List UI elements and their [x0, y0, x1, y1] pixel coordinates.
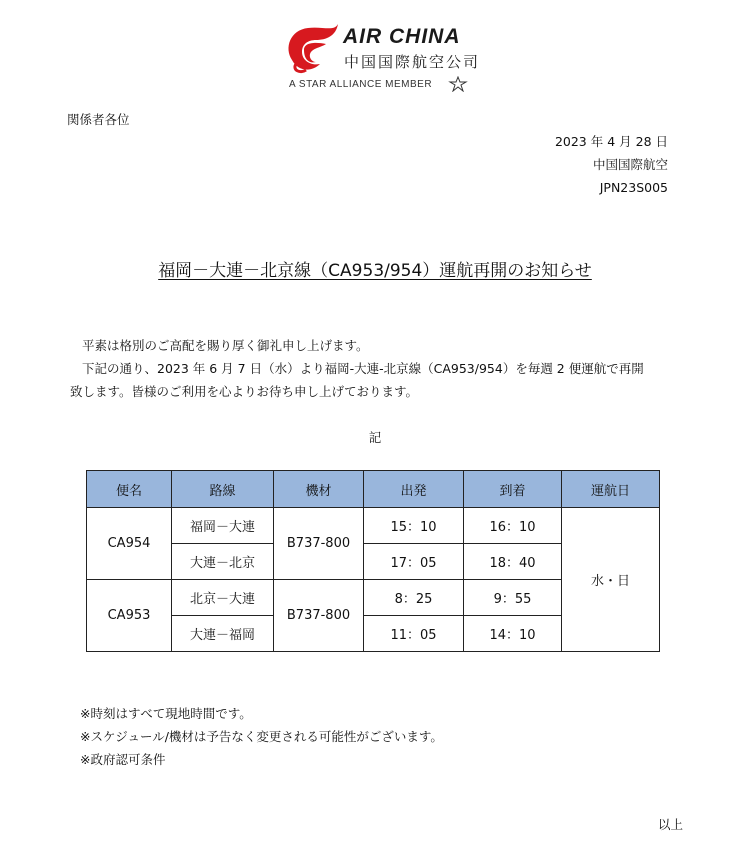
route: 大連－北京: [172, 544, 274, 580]
flight-number: CA954: [87, 508, 172, 580]
schedule-table: [86, 470, 660, 652]
body-text: [70, 334, 670, 403]
route: 福岡－大連: [172, 508, 274, 544]
table-row: [87, 508, 660, 544]
document-title: 福岡－大連－北京線（CA953/954）運航再開のお知らせ: [158, 261, 592, 281]
header-departure: 出発: [364, 471, 464, 508]
arrival-time: 16：10: [464, 508, 562, 544]
header-flight: 便名: [87, 471, 172, 508]
departure-time: 8：25: [364, 580, 464, 616]
operating-days: 水・日: [562, 508, 660, 652]
addressee: 関係者各位: [67, 112, 130, 127]
table-header-row: [87, 471, 660, 508]
header-arrival: 到着: [464, 471, 562, 508]
departure-time: 17：05: [364, 544, 464, 580]
departure-time: 11：05: [364, 616, 464, 652]
departure-time: 15：10: [364, 508, 464, 544]
logo-alliance-text: A STAR ALLIANCE MEMBER: [289, 79, 433, 90]
route: 大連－福岡: [172, 616, 274, 652]
header-route: 路線: [172, 471, 274, 508]
arrival-time: 18：40: [464, 544, 562, 580]
body-paragraph-2b: 致します。皆様のご利用を心よりお待ち申し上げております。: [70, 384, 419, 399]
header-aircraft: 機材: [274, 471, 364, 508]
logo-name-cn: 中国国際航空公司: [344, 53, 481, 71]
note-item: ※時刻はすべて現地時間です。: [80, 706, 252, 721]
flight-number: CA953: [87, 580, 172, 652]
arrival-time: 14：10: [464, 616, 562, 652]
air-china-logo-icon: [282, 20, 342, 76]
header-right-block: [555, 130, 668, 199]
route: 北京－大連: [172, 580, 274, 616]
header-operating-days: 運航日: [562, 471, 660, 508]
aircraft: B737-800: [274, 580, 364, 652]
note-item: ※スケジュール/機材は予告なく変更される可能性がございます。: [80, 729, 443, 744]
star-alliance-icon: [448, 76, 468, 92]
notes: [80, 702, 443, 771]
aircraft: B737-800: [274, 508, 364, 580]
closing-mark: 以上: [658, 817, 684, 832]
issue-date: 2023 年 4 月 28 日: [554, 134, 668, 149]
reference-number: JPN23S005: [599, 180, 668, 195]
body-paragraph-2a: 下記の通り、2023 年 6 月 7 日（水）より福岡-大連-北京線（CA953/954）を毎週 2 便運航で再開: [82, 361, 644, 376]
arrival-time: 9：55: [464, 580, 562, 616]
logo-name-en: AIR CHINA: [343, 25, 461, 48]
body-paragraph-1: 平素は格別のご高配を賜り厚く御礼申し上げます。: [82, 338, 369, 353]
issuer-company: 中国国際航空: [592, 157, 668, 172]
ki-mark: 記: [368, 430, 382, 445]
note-item: ※政府認可条件: [80, 752, 166, 767]
